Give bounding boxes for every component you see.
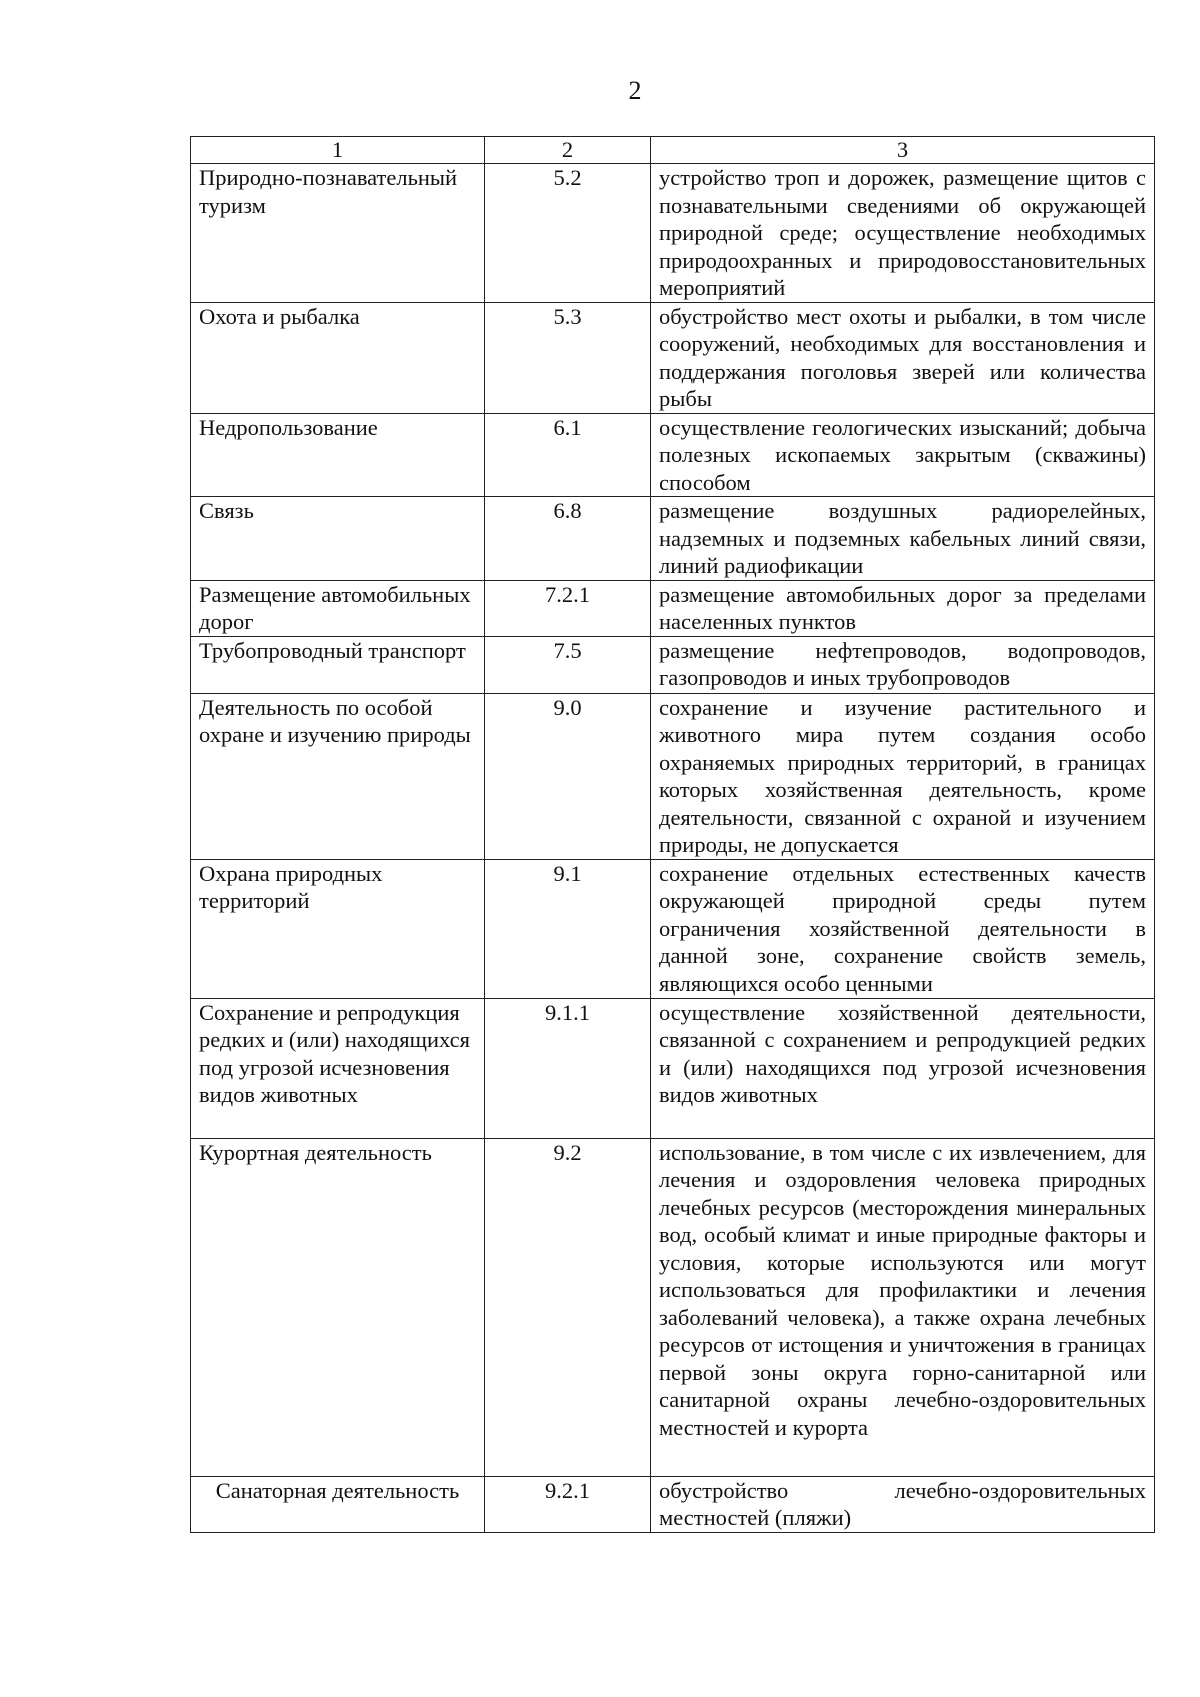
land-use-code: 9.1 [485, 859, 651, 998]
land-use-name: Курортная деятельность [191, 1138, 485, 1476]
land-use-description: сохранение и изучение растительного и животного мира путем создания особо охраняемых природных территорий, в границах которых хозяйственная деятельность, кроме деятельности, связанной с охраной и изучением природы, не допускается [651, 693, 1155, 859]
land-use-table [190, 136, 1155, 1533]
page-number: 2 [628, 76, 642, 105]
land-use-description: использование, в том числе с их извлечением, для лечения и оздоровления человека природных лечебных ресурсов (месторождения минеральных вод, особый климат и иные природные факторы и условия, которые используются или могут использоваться для профилактики и лечения заболеваний человека), а также охрана лечебных ресурсов от истощения и уничтожения в границах первой зоны округа горно-санитарной или санитарной охраны лечебно-оздоровительных местностей и курорта [651, 1138, 1155, 1476]
table-row [191, 693, 1155, 859]
land-use-name: Недропользование [191, 413, 485, 497]
land-use-description: осуществление геологических изысканий; добыча полезных ископаемых закрытым (скважины) способом [651, 413, 1155, 497]
table-row [191, 1476, 1155, 1532]
land-use-description: размещение автомобильных дорог за пределами населенных пунктов [651, 580, 1155, 636]
land-use-code: 9.1.1 [485, 998, 651, 1138]
land-use-code: 5.2 [485, 164, 651, 303]
land-use-name: Деятельность по особой охране и изучению природы [191, 693, 485, 859]
land-use-name: Охрана природных территорий [191, 859, 485, 998]
column-header-1: 1 [191, 137, 485, 164]
column-header-2: 2 [485, 137, 651, 164]
land-use-description: осуществление хозяйственной деятельности, связанной с сохранением и репродукцией редких и (или) находящихся под угрозой исчезновения видов животных [651, 998, 1155, 1138]
land-use-description: устройство троп и дорожек, размещение щитов с познавательными сведениями об окружающей природной среде; осуществление необходимых природоохранных и природовосстановительных мероприятий [651, 164, 1155, 303]
table-row [191, 302, 1155, 413]
land-use-name: Санаторная деятельность [191, 1476, 485, 1532]
table-row [191, 164, 1155, 303]
land-use-name: Сохранение и репродукция редких и (или) находящихся под угрозой исчезновения видов животных [191, 998, 485, 1138]
table-row [191, 580, 1155, 636]
land-use-description: размещение воздушных радиорелейных, надземных и подземных кабельных линий связи, линий радиофикации [651, 497, 1155, 581]
table-row [191, 998, 1155, 1138]
land-use-code: 5.3 [485, 302, 651, 413]
table-row [191, 1138, 1155, 1476]
table-row [191, 497, 1155, 581]
table-row [191, 636, 1155, 693]
land-use-description: сохранение отдельных естественных качеств окружающей природной среды путем ограничения хозяйственной деятельности в данной зоне, сохранение свойств земель, являющихся особо ценными [651, 859, 1155, 998]
table-header [191, 137, 1155, 164]
land-use-code: 6.8 [485, 497, 651, 581]
table-row [191, 413, 1155, 497]
table-row [191, 859, 1155, 998]
land-use-code: 6.1 [485, 413, 651, 497]
column-header-3: 3 [651, 137, 1155, 164]
land-use-description: размещение нефтепроводов, водопроводов, газопроводов и иных трубопроводов [651, 636, 1155, 693]
land-use-name: Трубопроводный транспорт [191, 636, 485, 693]
land-use-description: обустройство лечебно-оздоровительных местностей (пляжи) [651, 1476, 1155, 1532]
land-use-code: 7.2.1 [485, 580, 651, 636]
land-use-name: Размещение автомобильных дорог [191, 580, 485, 636]
land-use-name: Охота и рыбалка [191, 302, 485, 413]
land-use-name: Природно-познавательный туризм [191, 164, 485, 303]
table-body [191, 164, 1155, 1533]
table-header-row [191, 137, 1155, 164]
land-use-code: 7.5 [485, 636, 651, 693]
land-use-name: Связь [191, 497, 485, 581]
land-use-description: обустройство мест охоты и рыбалки, в том числе сооружений, необходимых для восстановления и поддержания поголовья зверей или количества рыбы [651, 302, 1155, 413]
land-use-code: 9.2 [485, 1138, 651, 1476]
land-use-code: 9.0 [485, 693, 651, 859]
land-use-code: 9.2.1 [485, 1476, 651, 1532]
